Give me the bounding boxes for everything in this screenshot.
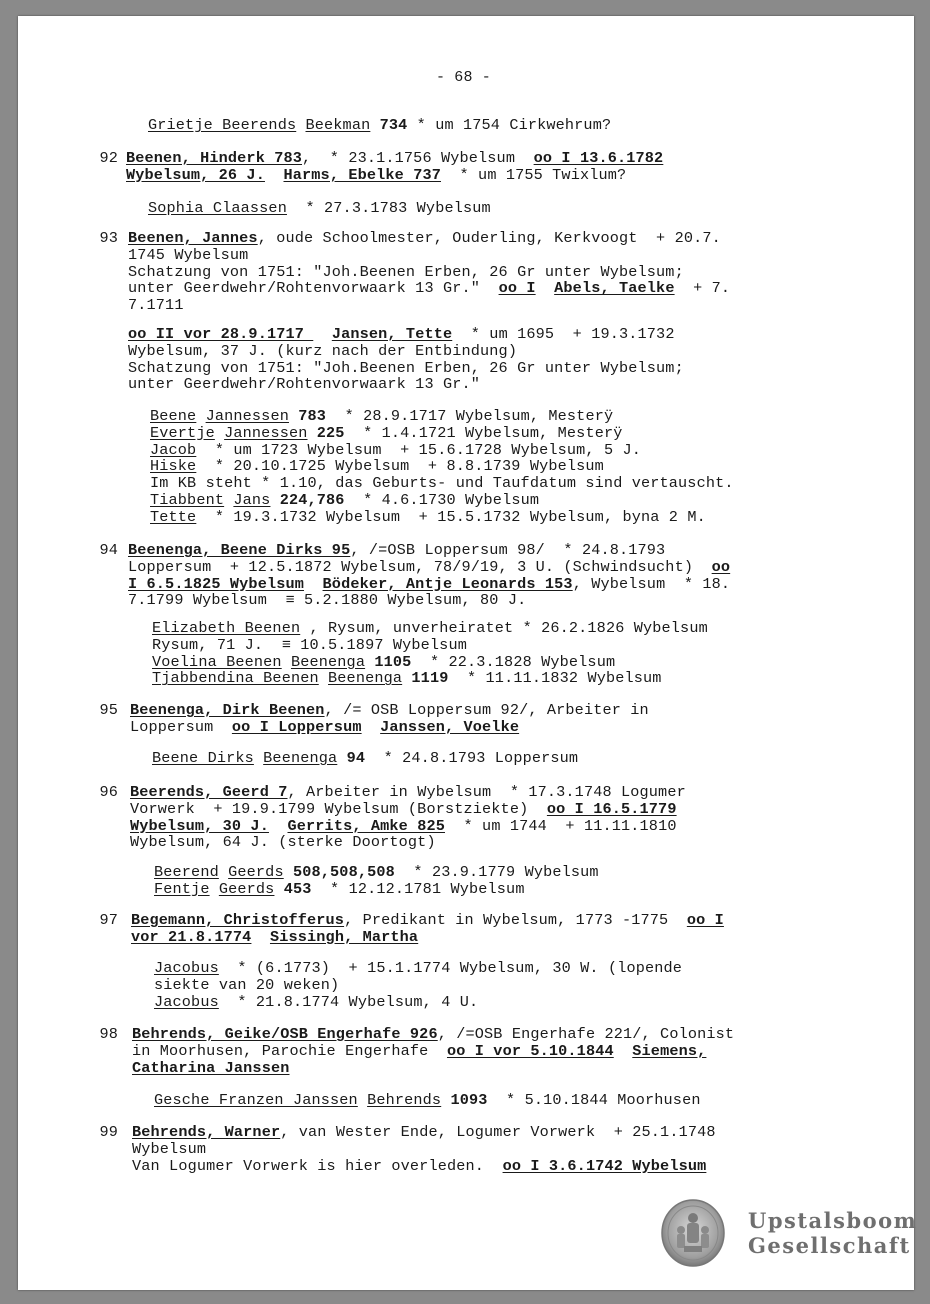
child-line: Voelina Beenen Beenenga 1105 * 22.3.1828 Wybelsum (152, 652, 616, 671)
entry-number: 96 (99, 783, 118, 801)
child-line: Gesche Franzen Janssen Behrends 1093 * 5.10.1844 Moorhusen (154, 1091, 701, 1109)
child-line: Beerend Geerds 508,508,508 * 23.9.1779 Wybelsum (154, 863, 599, 881)
document-page: - 68 - Grietje Beerends Beekman 734 * um 1754 Cirkwehrum? 92 Beenen, Hinderk 783, * 23.1.1756 Wybelsum oo I 13.6.1782 Wybelsum, 26 J. Harms, Ebelke 737 * um 1755 Twixlum? Sophia Claassen * 27.3.1783 Wybelsum 93 Beenen, Jannes, oude Schoolmester, Ouderling, Kerkvoogt + 20.7. 1745 Wybelsum Schatzung von 1751: "Joh.Beenen Erben, 26 Gr unter Wybelsum; unter Geerdwehr/Rohtenvorwaark 13 Gr." oo I Abels, Taelke + 7. 7.1711 oo II vor 28.9.1717 Jansen, Tette * um 1695 + 19.3.1732 Wybelsum, 37 J. (kurz nach der Entbindung) Schatzung von 1751: "Joh.Beenen Erben, 26 Gr unter Wybelsum; unter Geerdwehr/Rohtenvorwaark 13 Gr." Beene Jannessen 783 * 28.9.1717 Wybelsum, Mesterÿ Evertje Jannessen 225 * 1.4.1721 Wybelsum, Mesterÿ Jacob * um 1723 Wybelsum + 15.6.1728 Wybelsum, 5 J. Hiske * 20.10.1725 Wybelsum + 8.8.1739 Wybelsum Im KB steht * 1.10, das Geburts- und Taufdatum sind vertauscht. Tiabbent Jans 224,786 * 4.6.1730 Wybelsum Tette * 19.3.1732 Wybelsum + 15.5.1732 Wybelsum, byna 2 M. 94 Beenenga, Beene Dirks 95, /=OSB Loppersum 98/ * 24.8.1793 Loppersum + 12.5.1872 Wybelsum, 78/9/19, 3 U. (Schwindsucht) oo I 6.5.1825 Wybelsum Bödeker, Antje Leonards 153, Wybelsum * 18. 7.1799 Wybelsum ≡ 5.2.1880 Wybelsum, 80 J. Elizabeth Beenen , Rysum, unverheiratet * 26.2.1826 Wybelsum Rysum, 71 J. ≡ 10.5.1897 Wybelsum Voelina Beenen Beenenga 1105 * 22.3.1828 Wybelsum Tjabbendina Beenen Beenenga 1119 * 11.11.1832 Wybelsum 95 Beenenga, Dirk Beenen, /= OSB Loppersum 92/, Arbeiter in Loppersum oo I Loppersum Janssen, Voelke Beene Dirks Beenenga 94 * 24.8.1793 Loppersum 96 Beerends, Geerd 7, Arbeiter in Wybelsum * 17.3.1748 Logumer Vorwerk + 19.9.1799 Wybelsum (Borstziekte) oo I 16.5.1779 Wybelsum, 30 J. Gerrits, Amke 825 * um 1744 + 11.11.1810 Wybelsum, 64 J. (sterke Doortogt) Beerend Geerds 508,508,508 * 23.9.1779 Wybelsum Fentje Geerds 453 * 12.12.1781 Wybelsum 97 Begemann, Christofferus, Predikant in Wybelsum, 1773 -1775 oo I vor 21.8.1774 Sissingh, Martha Jacobus * (6.1773) + 15.1.1774 Wybelsum, 30 W. (lopende siekte van 20 weken) Jacobus * 21.8.1774 Wybelsum, 4 U. 98 Behrends, Geike/OSB Engerhafe 926, /=OSB Engerhafe 221/, Colonist in Moorhusen, Parochie Engerhafe oo I vor 5.10.1844 Siemens, Catharina Janssen Gesche Franzen Janssen Behrends 1093 * 5.10.1844 Moorhusen 99 Behrends, Warner, van Wester Ende, Logumer Vorwerk + 25.1.1748 Wybelsum Van Logumer Vorwerk is hier overleden. oo I 3.6.1742 Wybelsum Upstalsboom Gesellschaft (18, 16, 914, 1290)
child-line: Sophia Claassen * 27.3.1783 Wybelsum (148, 199, 491, 217)
child-line: Jacobus * (6.1773) + 15.1.1774 Wybelsum, 30 W. (lopende (154, 959, 683, 977)
child-note: siekte van 20 weken) (154, 975, 340, 994)
child-line: Tiabbent Jans 224,786 * 4.6.1730 Wybelsum (150, 490, 540, 509)
child-line: Evertje Jannessen 225 * 1.4.1721 Wybelsum, Mesterÿ (150, 423, 623, 442)
child-line: Fentje Geerds 453 * 12.12.1781 Wybelsum (154, 879, 525, 898)
child-note: Im KB steht * 1.10, das Geburts- und Taufdatum sind vertauscht. (150, 474, 734, 493)
seal-icon (660, 1198, 726, 1268)
child-line: Tette * 19.3.1732 Wybelsum + 15.5.1732 Wybelsum, byna 2 M. (150, 507, 706, 526)
logo-line-2: Gesellschaft (748, 1233, 911, 1258)
child-line: Tjabbendina Beenen Beenenga 1119 * 11.11.1832 Wybelsum (152, 669, 662, 688)
logo-line-1: Upstalsboom (748, 1208, 918, 1233)
entry-number: 93 (99, 229, 118, 247)
child-line: Beene Dirks Beenenga 94 * 24.8.1793 Loppersum (152, 749, 579, 767)
child-line: Hiske * 20.10.1725 Wybelsum + 8.8.1739 Wybelsum (150, 457, 604, 476)
page-number: - 68 - (436, 69, 491, 86)
upstalsboom-logo (658, 1196, 918, 1276)
entry-number: 92 (99, 149, 118, 167)
child-line: Beene Jannessen 783 * 28.9.1717 Wybelsum, Mesterÿ (150, 407, 614, 425)
entry-number: 95 (99, 701, 118, 719)
entry-number: 98 (99, 1025, 118, 1043)
entry-number: 97 (99, 911, 118, 929)
child-line: Grietje Beerends Beekman 734 * um 1754 Cirkwehrum? (148, 116, 612, 134)
child-line: Jacobus * 21.8.1774 Wybelsum, 4 U. (154, 992, 479, 1011)
entry-number: 99 (99, 1123, 118, 1141)
logo-text (748, 1208, 917, 1258)
child-line: Elizabeth Beenen , Rysum, unverheiratet * 26.2.1826 Wybelsum (152, 619, 708, 637)
entry-number: 94 (99, 541, 118, 559)
child-line: Jacob * um 1723 Wybelsum + 15.6.1728 Wybelsum, 5 J. (150, 440, 641, 459)
child-note: Rysum, 71 J. ≡ 10.5.1897 Wybelsum (152, 635, 467, 654)
